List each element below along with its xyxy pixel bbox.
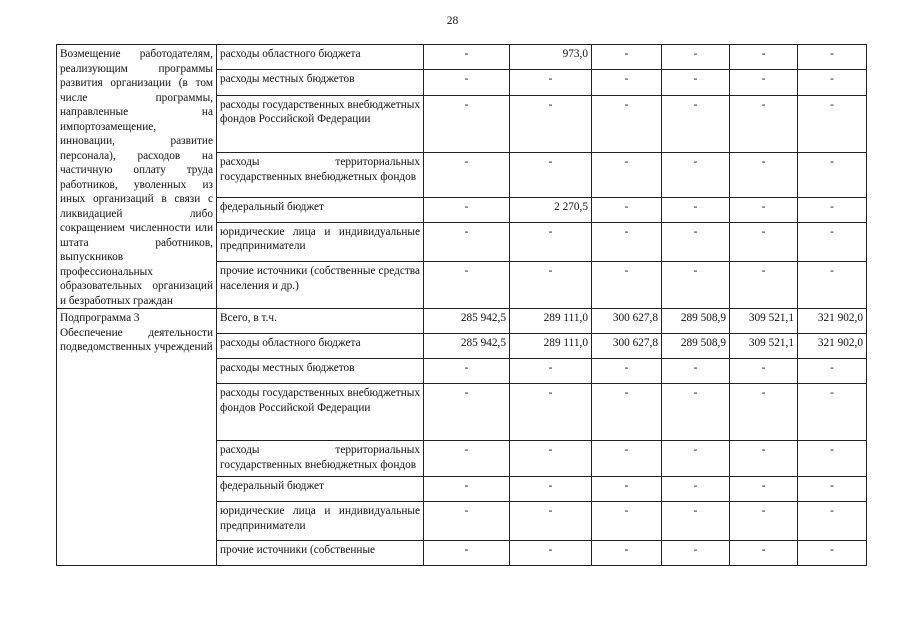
amount-cell: - — [424, 477, 510, 502]
amount-cell: - — [730, 502, 798, 541]
amount-cell: - — [798, 70, 867, 95]
amount-cell: - — [662, 441, 730, 477]
amount-cell: 285 942,5 — [424, 309, 510, 334]
funding-source: расходы областного бюджета — [217, 334, 424, 359]
funding-source: расходы государственных внебюджетных фондов Российской Федерации — [217, 384, 424, 441]
funding-source: расходы местных бюджетов — [217, 359, 424, 384]
amount-cell: - — [662, 45, 730, 70]
funding-source: федеральный бюджет — [217, 477, 424, 502]
funding-source: расходы территориальных государственных внебюджетных фондов — [217, 441, 424, 477]
funding-source: расходы территориальных государственных внебюджетных фондов — [217, 153, 424, 198]
amount-cell: - — [730, 541, 798, 566]
amount-cell: - — [662, 477, 730, 502]
amount-cell: - — [730, 384, 798, 441]
amount-cell: - — [510, 384, 592, 441]
funding-source: федеральный бюджет — [217, 197, 424, 222]
amount-cell: - — [798, 262, 867, 309]
amount-cell: 289 508,9 — [662, 334, 730, 359]
amount-cell: - — [662, 502, 730, 541]
amount-cell: - — [592, 502, 662, 541]
amount-cell: - — [798, 477, 867, 502]
amount-cell: - — [730, 95, 798, 153]
budget-table — [56, 44, 867, 566]
page-number: 28 — [446, 15, 459, 27]
amount-cell: - — [730, 262, 798, 309]
amount-cell: - — [730, 359, 798, 384]
table-row — [57, 309, 867, 334]
amount-cell: - — [798, 502, 867, 541]
amount-cell: 300 627,8 — [592, 309, 662, 334]
amount-cell: - — [592, 477, 662, 502]
funding-source: Всего, в т.ч. — [217, 309, 424, 334]
amount-cell: - — [662, 359, 730, 384]
amount-cell: - — [424, 197, 510, 222]
amount-cell: - — [510, 95, 592, 153]
amount-cell: - — [510, 222, 592, 261]
funding-source: юридические лица и индивидуальные предприниматели — [217, 222, 424, 261]
amount-cell: - — [592, 359, 662, 384]
amount-cell: 2 270,5 — [510, 197, 592, 222]
funding-source: прочие источники (собственные — [217, 541, 424, 566]
amount-cell: - — [798, 197, 867, 222]
amount-cell: - — [798, 441, 867, 477]
subprogram-title: Подпрограмма 3 — [60, 312, 140, 324]
amount-cell: 973,0 — [510, 45, 592, 70]
amount-cell: 285 942,5 — [424, 334, 510, 359]
amount-cell: - — [798, 45, 867, 70]
amount-cell: - — [730, 70, 798, 95]
amount-cell: - — [730, 45, 798, 70]
amount-cell: - — [730, 153, 798, 198]
amount-cell: - — [424, 262, 510, 309]
amount-cell: - — [662, 153, 730, 198]
amount-cell: - — [730, 222, 798, 261]
amount-cell: 289 111,0 — [510, 334, 592, 359]
amount-cell: - — [592, 45, 662, 70]
amount-cell: - — [592, 441, 662, 477]
amount-cell: 309 521,1 — [730, 309, 798, 334]
amount-cell: - — [798, 359, 867, 384]
amount-cell: - — [592, 197, 662, 222]
amount-cell: - — [424, 95, 510, 153]
amount-cell: - — [592, 384, 662, 441]
funding-source: расходы областного бюджета — [217, 45, 424, 70]
table-row — [57, 45, 867, 70]
amount-cell: - — [510, 441, 592, 477]
amount-cell: 289 508,9 — [662, 309, 730, 334]
amount-cell: - — [592, 95, 662, 153]
amount-cell: - — [510, 541, 592, 566]
amount-cell: - — [592, 262, 662, 309]
funding-source: юридические лица и индивидуальные предприниматели — [217, 502, 424, 541]
amount-cell: - — [662, 541, 730, 566]
description-text: Обеспечение деятельности подведомственных учреждений — [60, 326, 213, 353]
amount-cell: - — [424, 45, 510, 70]
amount-cell: - — [592, 70, 662, 95]
amount-cell: - — [798, 384, 867, 441]
amount-cell: - — [662, 262, 730, 309]
amount-cell: - — [424, 222, 510, 261]
amount-cell: - — [662, 384, 730, 441]
description-text: Возмещение работодателям, реализующим программы развития организации (в том числе программы, направленные на импортозамещение, инновации, развитие персонала), расходов на частичную оплату труда работников, уволенных из иных организаций в связи с ликвидацией либо сокращением численности или штата работников, выпускников профессиональных образовательных организаций и безработных граждан — [60, 48, 213, 307]
amount-cell: - — [798, 541, 867, 566]
amount-cell: 300 627,8 — [592, 334, 662, 359]
amount-cell: - — [662, 95, 730, 153]
amount-cell: - — [730, 197, 798, 222]
amount-cell: - — [730, 477, 798, 502]
funding-source: прочие источники (собственные средства населения и др.) — [217, 262, 424, 309]
measure-description — [57, 45, 217, 309]
amount-cell: - — [424, 359, 510, 384]
amount-cell: - — [424, 502, 510, 541]
amount-cell: 289 111,0 — [510, 309, 592, 334]
amount-cell: - — [798, 153, 867, 198]
amount-cell: - — [662, 222, 730, 261]
amount-cell: - — [798, 95, 867, 153]
subprogram-description — [57, 309, 217, 566]
amount-cell: 321 902,0 — [798, 334, 867, 359]
amount-cell: - — [510, 477, 592, 502]
amount-cell: - — [510, 153, 592, 198]
amount-cell: - — [510, 70, 592, 95]
amount-cell: - — [592, 153, 662, 198]
amount-cell: - — [510, 502, 592, 541]
amount-cell: - — [662, 197, 730, 222]
funding-source: расходы государственных внебюджетных фондов Российской Федерации — [217, 95, 424, 153]
amount-cell: - — [510, 359, 592, 384]
amount-cell: - — [424, 70, 510, 95]
amount-cell: 321 902,0 — [798, 309, 867, 334]
amount-cell: - — [798, 222, 867, 261]
amount-cell: - — [424, 384, 510, 441]
amount-cell: - — [730, 441, 798, 477]
amount-cell: - — [592, 541, 662, 566]
funding-source: расходы местных бюджетов — [217, 70, 424, 95]
amount-cell: - — [510, 262, 592, 309]
amount-cell: - — [662, 70, 730, 95]
amount-cell: - — [424, 541, 510, 566]
amount-cell: - — [424, 153, 510, 198]
amount-cell: - — [424, 441, 510, 477]
amount-cell: 309 521,1 — [730, 334, 798, 359]
amount-cell: - — [592, 222, 662, 261]
